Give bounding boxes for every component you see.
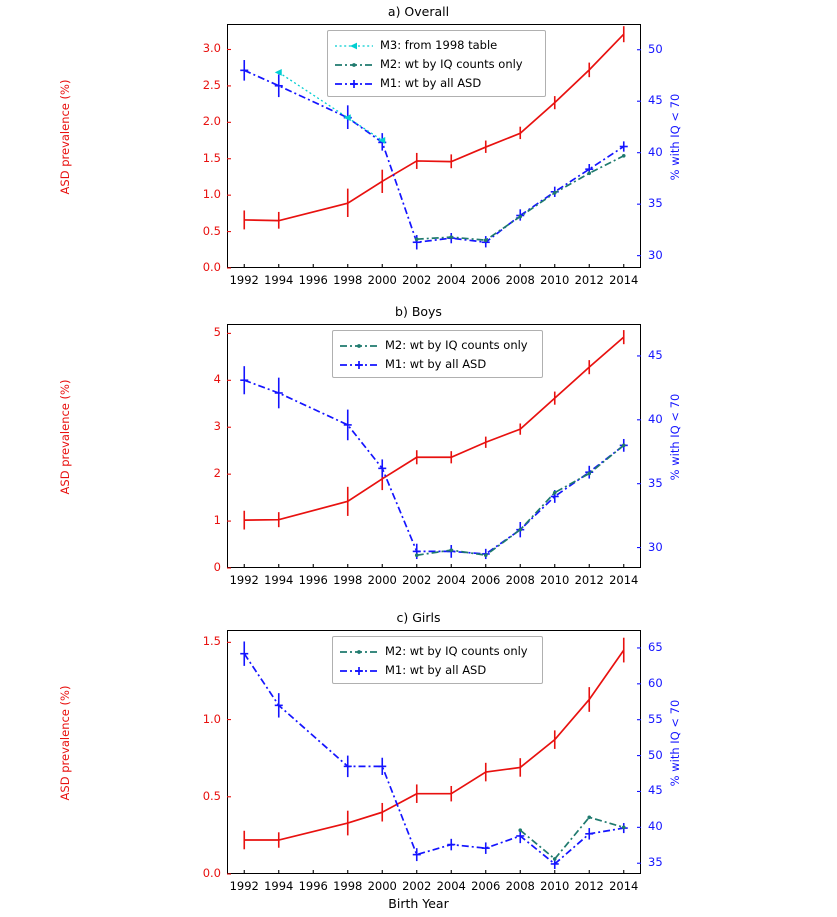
legend-label: M1: wt by all ASD: [385, 662, 487, 677]
legend-label: M1: wt by all ASD: [380, 75, 482, 90]
y-tick-left: 1.5: [202, 634, 221, 649]
marker-dot: [415, 237, 419, 241]
marker-dot: [415, 553, 419, 557]
x-tick: 2010: [540, 879, 570, 893]
y-tick-left: 3: [213, 419, 221, 434]
legend-label: M2: wt by IQ counts only: [385, 643, 528, 658]
marker-dot: [518, 215, 522, 219]
legend-line-sample: [334, 38, 374, 52]
x-tick: 2002: [402, 573, 432, 587]
marker-dot: [449, 548, 453, 552]
marker-dot: [553, 191, 557, 195]
legend-item[interactable]: [339, 335, 535, 354]
marker-dot: [518, 528, 522, 532]
y-tick-right: 45: [648, 783, 663, 798]
x-tick: 2010: [540, 273, 570, 287]
x-tick: 2014: [609, 879, 639, 893]
x-tick: 1996: [298, 573, 328, 587]
y-tick-right: 50: [648, 747, 663, 762]
x-tick: 1998: [333, 273, 363, 287]
marker-dot: [553, 491, 557, 495]
y-tick-left: 1.0: [202, 711, 221, 726]
x-tick: 1994: [264, 879, 294, 893]
y-axis-label-right-c: % with IQ < 70: [668, 699, 682, 787]
x-tick: 2014: [609, 273, 639, 287]
x-tick: 2006: [471, 273, 501, 287]
x-tick: 2014: [609, 573, 639, 587]
legend-item[interactable]: [339, 641, 535, 660]
y-tick-left: 1: [213, 513, 221, 528]
x-tick: 2004: [436, 273, 466, 287]
legend-label: M1: wt by all ASD: [385, 356, 487, 371]
legend-item[interactable]: [334, 54, 538, 73]
x-tick: 2004: [436, 573, 466, 587]
x-tick: 1992: [229, 573, 259, 587]
x-tick: 2008: [505, 879, 535, 893]
x-tick: 1992: [229, 879, 259, 893]
x-tick: 1994: [264, 273, 294, 287]
y-tick-left: 0.5: [202, 223, 221, 238]
legend-line-sample: [339, 644, 379, 658]
x-tick: 2012: [574, 573, 604, 587]
y-tick-left: 1.0: [202, 187, 221, 202]
y-tick-left: 4: [213, 372, 221, 387]
data-series-line: [417, 445, 624, 555]
x-tick: 2010: [540, 573, 570, 587]
y-tick-left: 0.0: [202, 866, 221, 880]
y-tick-left: 3.0: [202, 41, 221, 56]
y-tick-right: 30: [648, 247, 663, 262]
x-tick: 2000: [367, 879, 397, 893]
x-tick: 2008: [505, 573, 535, 587]
data-series-line: [244, 654, 624, 864]
marker-dot: [622, 444, 626, 448]
data-series-line: [244, 380, 624, 554]
x-tick: 2000: [367, 573, 397, 587]
x-tick: 2002: [402, 273, 432, 287]
y-axis-label-left-a: ASD prevalence (%): [58, 79, 72, 195]
x-tick: 2006: [471, 879, 501, 893]
panel-title-b: b) Boys: [395, 304, 442, 319]
y-tick-right: 35: [648, 196, 663, 211]
marker-dot: [587, 171, 591, 175]
y-tick-right: 35: [648, 475, 663, 490]
panel-girls: [0, 606, 837, 917]
legend-item[interactable]: [339, 354, 535, 373]
x-tick: 1994: [264, 573, 294, 587]
panel-overall: [0, 0, 837, 300]
x-tick: 2012: [574, 273, 604, 287]
marker-dot: [449, 235, 453, 239]
chart-legend[interactable]: [332, 636, 543, 684]
x-tick: 2004: [436, 879, 466, 893]
y-axis-label-right-a: % with IQ < 70: [668, 93, 682, 181]
x-tick: 2006: [471, 573, 501, 587]
x-tick: 2000: [367, 273, 397, 287]
y-tick-right: 60: [648, 675, 663, 690]
marker-dot: [484, 553, 488, 557]
legend-item[interactable]: [339, 660, 535, 679]
legend-label: M2: wt by IQ counts only: [385, 337, 528, 352]
x-tick: 1992: [229, 273, 259, 287]
marker-dot: [587, 472, 591, 476]
y-tick-left: 2.0: [202, 114, 221, 129]
y-tick-right: 40: [648, 144, 663, 159]
y-tick-left: 0: [213, 560, 221, 574]
x-tick: 1996: [298, 879, 328, 893]
x-tick: 2012: [574, 879, 604, 893]
panel-boys: [0, 300, 837, 600]
marker-dot: [518, 828, 522, 832]
x-tick: 1998: [333, 879, 363, 893]
y-tick-left: 0.5: [202, 788, 221, 803]
legend-label: M3: from 1998 table: [380, 37, 498, 52]
y-tick-right: 40: [648, 819, 663, 834]
y-axis-label-left-b: ASD prevalence (%): [58, 379, 72, 495]
y-tick-right: 55: [648, 711, 663, 726]
panel-title-a: a) Overall: [387, 4, 450, 19]
x-tick: 1996: [298, 273, 328, 287]
y-tick-left: 0.0: [202, 260, 221, 274]
marker-dot: [587, 816, 591, 820]
y-axis-label-right-b: % with IQ < 70: [668, 393, 682, 481]
legend-item[interactable]: [334, 73, 538, 92]
y-tick-right: 65: [648, 639, 663, 654]
panel-title-c: c) Girls: [396, 610, 441, 625]
legend-line-sample: [339, 338, 379, 352]
y-tick-right: 35: [648, 855, 663, 870]
x-tick: 1998: [333, 573, 363, 587]
y-tick-right: 45: [648, 347, 663, 362]
marker-dot: [622, 826, 626, 830]
chart-legend[interactable]: [327, 30, 546, 97]
legend-item[interactable]: [334, 35, 538, 54]
y-tick-left: 5: [213, 325, 221, 340]
legend-line-sample: [339, 357, 379, 371]
y-tick-right: 45: [648, 93, 663, 108]
x-axis-label: Birth Year: [388, 896, 449, 911]
y-tick-right: 50: [648, 41, 663, 56]
legend-line-sample: [334, 57, 374, 71]
marker-dot: [622, 154, 626, 158]
y-tick-left: 1.5: [202, 150, 221, 165]
x-tick: 2002: [402, 879, 432, 893]
data-series-line: [520, 817, 624, 859]
legend-line-sample: [334, 76, 374, 90]
y-tick-left: 2: [213, 466, 221, 481]
y-tick-right: 30: [648, 539, 663, 554]
chart-legend[interactable]: [332, 330, 543, 378]
x-tick: 2008: [505, 273, 535, 287]
marker-dot: [484, 238, 488, 242]
y-tick-left: 2.5: [202, 77, 221, 92]
y-axis-label-left-c: ASD prevalence (%): [58, 685, 72, 801]
marker-dot: [553, 857, 557, 861]
legend-line-sample: [339, 663, 379, 677]
y-tick-right: 40: [648, 411, 663, 426]
legend-label: M2: wt by IQ counts only: [380, 56, 523, 71]
